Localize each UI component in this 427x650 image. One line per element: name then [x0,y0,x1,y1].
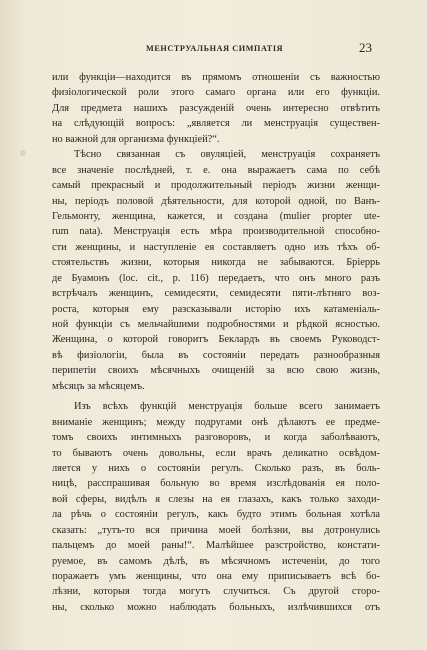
text-line: но важной для организма функціей?“. [52,133,220,145]
text-line: rum nata). Менструація есть мѣра производительной способно- [52,226,380,238]
text-line: томъ своихъ интимныхъ разговоровъ, и когда заболѣваютъ, [52,432,380,444]
text-line: перипетіи своихъ мѣсячныхъ очищеній за всю свою жизнь, [52,365,380,377]
text-line: вой сферы, видѣлъ я слезы на ея глазахъ, какъ только заходи- [52,493,380,505]
text-line: Гельмонту, женщина, кажется, и создана (mulier propter ute- [52,210,380,222]
text-line: мѣсяцъ за мѣсяцемъ. [52,380,145,392]
text-line: вниманіе женщинъ; между подругами онѣ дѣлаютъ ее предме- [52,416,380,428]
text-line: самый прекрасный и продолжительный періодъ жизни женщи- [52,180,380,192]
text-line: стоятельствъ жизни, которыя никогда не забываются. Бріеррь [52,257,380,269]
text-line: физіологической роли этого самаго органа или его функціи. [52,87,380,99]
text-line: роста, которыя ему разсказывали исторію ихъ катаменіаль- [52,303,380,315]
text-line: на слѣдующій вопросъ: „является ли менструація существен- [52,118,380,130]
text-line: пальцемъ до моей раны!“. Малѣйшее разстройство, констати- [52,540,380,552]
text-line: сказать: „тутъ-то вся причина моей болѣзни, вы дотронулись [52,524,380,536]
paper-stain [20,150,26,156]
text-line: все значеніе послѣдней, т. е. она выражаетъ сама по себѣ [52,164,380,176]
page-number: 23 [359,40,372,55]
body-text [52,70,380,615]
text-line: ла рѣчь о состояніи регулъ, какъ будто этимъ больная хотѣла [52,509,380,521]
text-line: Изъ всѣхъ функцій менструація больше всего занимаетъ [74,401,380,413]
text-line: руемое, въ самомъ дѣлѣ, въ мѣсячномъ истеченіи, до того [52,555,380,567]
text-line: ницѣ, расспрашивая больную во время изслѣдованія ея поло- [52,478,380,490]
running-title: МЕНСТРУАЛЬНАЯ СИМПАТІЯ [146,44,284,53]
text-line: Для предмета нашихъ разсужденій очень интересно отвѣтить [52,102,380,114]
text-line: ны, періодъ половой дѣятельности, для которой одной, по Ванъ- [52,195,380,207]
text-line: то бываютъ очень довольны, если врачъ деликатно освѣдом- [52,447,380,459]
text-line: лѣзни, которыя тогда могутъ случиться. Съ другой сторо- [52,586,380,598]
text-line: де Буамонъ (loc. cit., p. 116) передаетъ, что онъ много разъ [52,272,380,284]
text-line: Тѣсно связанная съ овуляціей, менструація сохраняетъ [74,149,380,161]
text-line: вѣ физіологіи, была въ состояніи передать разнообразныя [52,349,380,361]
text-line: ны, сколько можно наблюдать больныхъ, излѣчившихся отъ [52,601,380,613]
page-header [50,40,376,60]
text-line: или функціи—находится въ прямомъ отношеніи съ важностью [52,72,380,83]
text-line: встрѣчалъ женщинъ, семидесяти, семидесяти пяти-лѣтняго воз- [52,288,380,300]
text-line: Женщина, о которой говоритъ Беклардъ въ своемъ Руководст- [52,334,380,346]
text-line: сти женщины, и наступленіе ея составляетъ одно изъ тѣхъ об- [52,241,380,253]
text-line: поражаетъ умъ женщины, что она ему приписываетъ всѣ бо- [52,571,380,582]
text-line: ляется у нихъ о состояніи регулъ. Сколько разъ, въ боль- [52,462,380,474]
text-line: ной функціи съ мельчайшими подробностями и рѣдкой ясностью. [52,319,380,330]
